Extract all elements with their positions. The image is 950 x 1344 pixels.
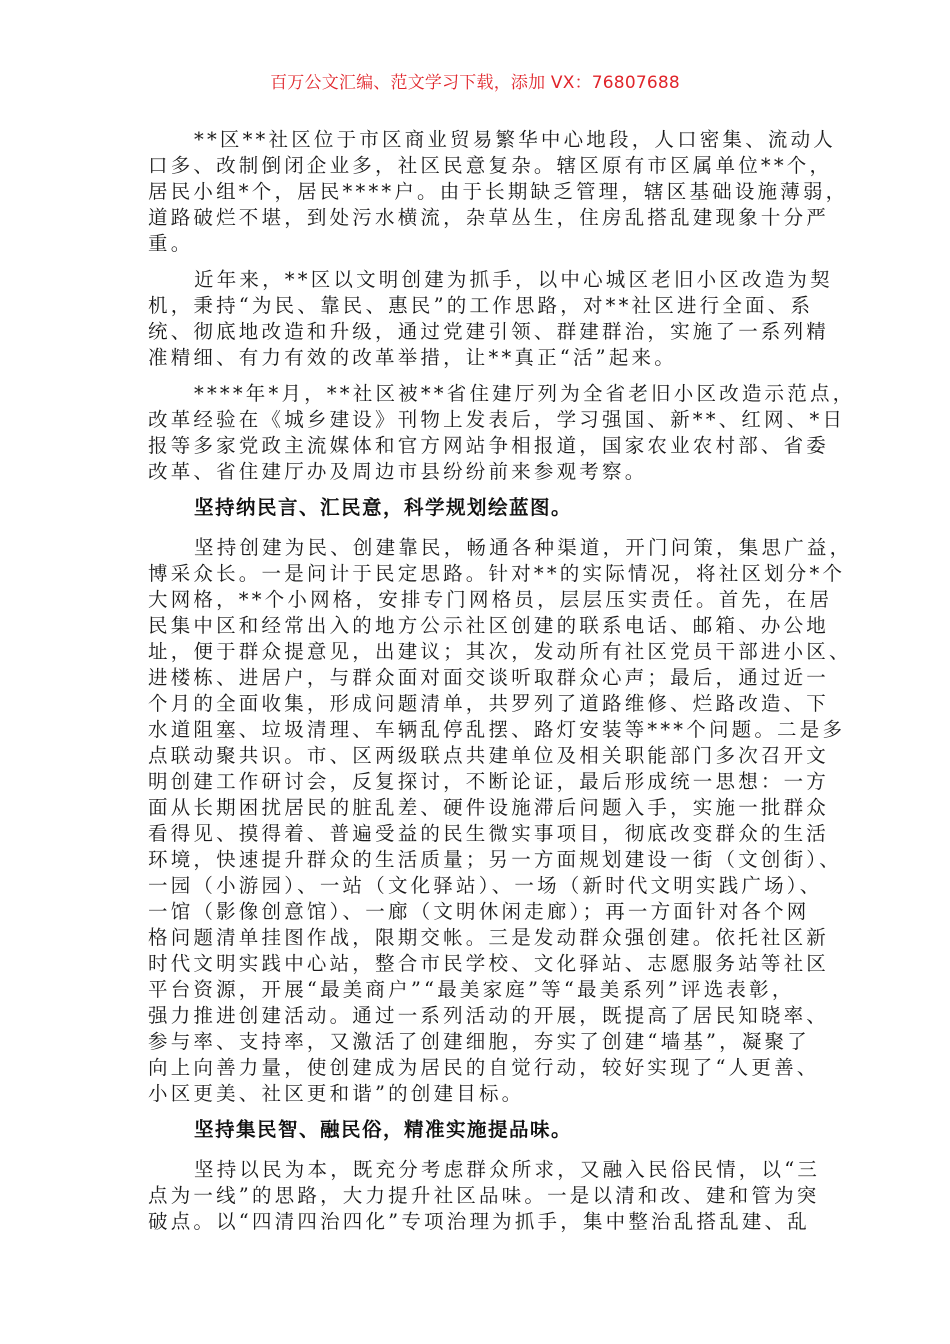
text-line: 水道阻塞、垃圾清理、车辆乱停乱摆、路灯安装等***个问题。二是多: [148, 718, 846, 741]
text-line: 一园（小游园）、一站（文化驿站）、一场（新时代文明实践广场）、: [148, 874, 823, 897]
text-line: 看得见、摸得着、普遍受益的民生微实事项目，彻底改变群众的生活: [148, 822, 830, 845]
paragraph-4: [148, 535, 853, 1107]
text-line: 平台资源，开展“最美商户”“最美家庭”等“最美系列”评选表彰，: [148, 978, 795, 1001]
text-line: 点为一线”的思路，大力提升社区品味。一是以清和改、建和管为突: [148, 1184, 820, 1207]
text-line: 向上向善力量，使创建成为居民的自觉行动，较好实现了“人更善、: [148, 1056, 820, 1079]
text-line: 一馆（影像创意馆）、一廊（文明休闲走廊）；再一方面针对各个网: [148, 900, 810, 923]
watermark-banner: 百万公文汇编、范文学习下载，添加 VX：76807688: [270, 73, 680, 93]
text-line: 面从长期困扰居民的脏乱差、硬件设施滞后问题入手，实施一批群众: [148, 796, 830, 819]
text-line: 进楼栋、进居户，与群众面对面交谈听取群众心声；最后，通过近一: [148, 666, 830, 689]
text-line: 坚持以民为本，既充分考虑群众所求，又融入民俗民情，以“三: [194, 1158, 821, 1181]
text-line: 格问题清单挂图作战，限期交帐。三是发动群众强创建。依托社区新: [148, 926, 830, 949]
text-line: 个月的全面收集，形成问题清单，共罗列了道路维修、烂路改造、下: [148, 692, 830, 715]
text-line: 环境，快速提升群众的生活质量；另一方面规划建设一街（文创街）、: [148, 848, 842, 871]
section-heading-1: 坚持纳民言、汇民意，科学规划绘蓝图。: [194, 496, 573, 519]
text-line: **区**社区位于市区商业贸易繁华中心地段，人口密集、流动人: [194, 128, 837, 151]
text-line: 博采众长。一是问计于民定思路。针对**的实际情况，将社区划分*个: [148, 562, 846, 585]
section-heading-2: 坚持集民智、融民俗，精准实施提品味。: [194, 1118, 573, 1141]
text-line: 准精细、有力有效的改革举措，让**真正“活”起来。: [148, 346, 677, 369]
text-line: 道路破烂不堪，到处污水横流，杂草丛生，住房乱搭乱建现象十分严: [148, 206, 830, 229]
text-line: 重。: [148, 232, 194, 255]
text-line: 民集中区和经常出入的地方公示社区创建的联系电话、邮箱、办公地: [148, 614, 830, 637]
text-line: 破点。以“四清四治四化”专项治理为抓手，集中整治乱搭乱建、乱: [148, 1210, 810, 1233]
text-line: ****年*月，**社区被**省住建厅列为全省老旧小区改造示范点，: [194, 382, 856, 405]
text-line: 大网格，**个小网格，安排专门网格员，层层压实责任。首先，在居: [148, 588, 833, 611]
paragraph-2: [148, 267, 833, 371]
text-line: 报等多家党政主流媒体和官方网站争相报道，国家农业农村部、省委: [148, 434, 830, 457]
text-line: 时代文明实践中心站，整合市民学校、文化驿站、志愿服务站等社区: [148, 952, 830, 975]
text-line: 坚持创建为民、创建靠民，畅通各种渠道，开门问策，集思广益，: [194, 536, 853, 559]
text-line: 口多、改制倒闭企业多，社区民意复杂。辖区原有市区属单位**个，: [148, 154, 833, 177]
text-line: 改革经验在《城乡建设》刊物上发表后，学习强国、新**、红网、*日: [148, 408, 846, 431]
paragraph-3: [148, 381, 856, 485]
text-line: 明创建工作研讨会，反复探讨，不断论证，最后形成统一思想：一方: [148, 770, 830, 793]
text-line: 居民小组*个，居民****户。由于长期缺乏管理，辖区基础设施薄弱，: [148, 180, 849, 203]
document-body: [148, 127, 856, 1245]
text-line: 改革、省住建厅办及周边市县纷纷前来参观考察。: [148, 460, 648, 483]
paragraph-5: [148, 1157, 821, 1235]
text-line: 统、彻底地改造和升级，通过党建引领、群建群治，实施了一系列精: [148, 320, 830, 343]
text-line: 强力推进创建活动。通过一系列活动的开展，既提高了居民知晓率、: [148, 1004, 830, 1027]
text-line: 机，秉持“为民、靠民、惠民”的工作思路，对**社区进行全面、系: [148, 294, 814, 317]
text-line: 近年来，**区以文明创建为抓手，以中心城区老旧小区改造为契: [194, 268, 833, 291]
text-line: 参与率、支持率，又激活了创建细胞，夯实了创建“墙基”，凝聚了: [148, 1030, 810, 1053]
text-line: 点联动聚共识。市、区两级联点共建单位及相关职能部门多次召开文: [148, 744, 830, 767]
text-line: 小区更美、社区更和谐”的创建目标。: [148, 1082, 525, 1105]
text-line: 址，便于群众提意见，出建议；其次，发动所有社区党员干部进小区、: [148, 640, 852, 663]
paragraph-1: [148, 127, 849, 257]
